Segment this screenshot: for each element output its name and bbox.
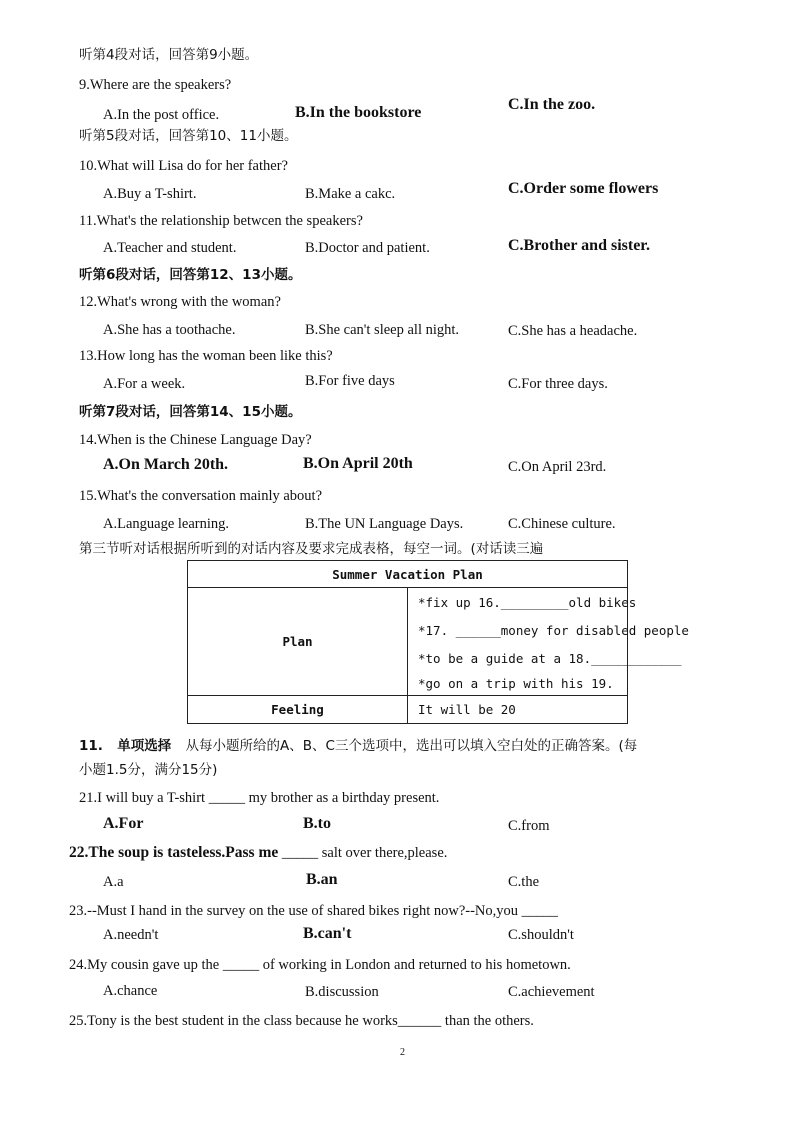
- question-25: 25.Tony is the best student in the class because he works______ than the others.: [69, 1013, 534, 1029]
- option-9c: C.In the zoo.: [508, 96, 596, 113]
- question-15: 15.What's the conversation mainly about?: [79, 488, 323, 504]
- part-2-number: 11.: [79, 738, 103, 754]
- question-9: 9.Where are the speakers?: [79, 77, 232, 93]
- option-12b: B.She can't sleep all night.: [305, 322, 460, 338]
- option-13b: B.For five days: [305, 373, 395, 389]
- option-24c: C.achievement: [508, 984, 595, 1000]
- option-14b: B.On April 20th: [303, 455, 413, 472]
- option-14a: A.On March 20th.: [103, 456, 229, 473]
- option-10b: B.Make a cakc.: [305, 186, 396, 202]
- option-10c: C.Order some flowers: [508, 180, 659, 197]
- part-2-heading: [79, 737, 637, 755]
- question-23: 23.--Must I hand in the survey on the use of shared bikes right now?--No,you _____: [69, 903, 558, 919]
- summer-vacation-plan-table: [187, 560, 689, 724]
- section-6-heading: 听第6段对话，回答第12、13小题。: [79, 267, 302, 283]
- question-14: 14.When is the Chinese Language Day?: [79, 432, 312, 448]
- section-7-heading: 听第7段对话，回答第14、15小题。: [79, 404, 302, 420]
- option-24b: B.discussion: [305, 984, 379, 1000]
- feeling-label: Feeling: [188, 696, 408, 724]
- page-number: 2: [400, 1047, 405, 1058]
- part-2-instruction-cont: 小题1.5分，满分15分): [79, 762, 218, 778]
- option-22c: C.the: [508, 874, 540, 890]
- part-2-title: 单项选择: [117, 738, 172, 754]
- section-5-heading: 听第5段对话，回答第10、11小题。: [79, 128, 298, 144]
- section-4-heading: 听第4段对话，回答第9小题。: [79, 47, 259, 63]
- option-21c: C.from: [508, 818, 550, 834]
- option-22a: A.a: [103, 874, 124, 890]
- option-24a: A.chance: [103, 983, 158, 999]
- option-9a: A.In the post office.: [103, 107, 220, 123]
- option-13a: A.For a week.: [103, 376, 186, 392]
- part-2-instruction: 从每小题所给的A、B、C三个选项中，选出可以填入空白处的正确答案。(每: [185, 738, 638, 754]
- option-12c: C.She has a headache.: [508, 323, 638, 339]
- question-22: [69, 844, 447, 862]
- section-3-heading: 第三节听对话根据所听到的对话内容及要求完成表格，每空一词。(对话读三遍: [79, 541, 544, 557]
- option-23a: A.needn't: [103, 927, 159, 943]
- question-12: 12.What's wrong with the woman?: [79, 294, 281, 310]
- question-13: 13.How long has the woman been like this?: [79, 348, 333, 364]
- plan-label: Plan: [188, 588, 408, 696]
- option-21b: B.to: [303, 815, 331, 832]
- option-11b: B.Doctor and patient.: [305, 240, 430, 256]
- option-21a: A.For: [103, 815, 144, 832]
- question-22-rest: _____ salt over there,please.: [281, 845, 448, 861]
- option-10a: A.Buy a T-shirt.: [103, 186, 197, 202]
- question-22-bold: 22.The soup is tasteless.Pass me: [69, 844, 279, 861]
- option-15a: A.Language learning.: [103, 516, 230, 532]
- plan-items: [408, 588, 689, 696]
- question-10: 10.What will Lisa do for her father?: [79, 158, 288, 174]
- plan-item-17: *17. ______money for disabled people: [418, 622, 689, 638]
- question-24: 24.My cousin gave up the _____ of working in London and returned to his hometown.: [69, 957, 571, 973]
- option-11c: C.Brother and sister.: [508, 237, 650, 254]
- plan-item-19: *go on a trip with his 19.: [418, 675, 614, 691]
- option-22b: B.an: [306, 871, 338, 888]
- question-11: 11.What's the relationship betwcen the speakers?: [79, 213, 363, 229]
- option-15c: C.Chinese culture.: [508, 516, 616, 532]
- feeling-value: It will be 20: [408, 696, 628, 724]
- option-14c: C.On April 23rd.: [508, 459, 607, 475]
- option-9b: B.In the bookstore: [295, 104, 422, 121]
- plan-item-18: *to be a guide at a 18.____________: [418, 650, 682, 666]
- option-11a: A.Teacher and student.: [103, 240, 237, 256]
- option-15b: B.The UN Language Days.: [305, 516, 464, 532]
- plan-item-16: *fix up 16._________old bikes: [418, 594, 637, 610]
- table-title: Summer Vacation Plan: [188, 561, 628, 588]
- option-12a: A.She has a toothache.: [103, 322, 236, 338]
- question-21: 21.I will buy a T-shirt _____ my brother as a birthday present.: [79, 790, 440, 806]
- option-23c: C.shouldn't: [508, 927, 574, 943]
- option-13c: C.For three days.: [508, 376, 608, 392]
- option-23b: B.can't: [303, 925, 352, 942]
